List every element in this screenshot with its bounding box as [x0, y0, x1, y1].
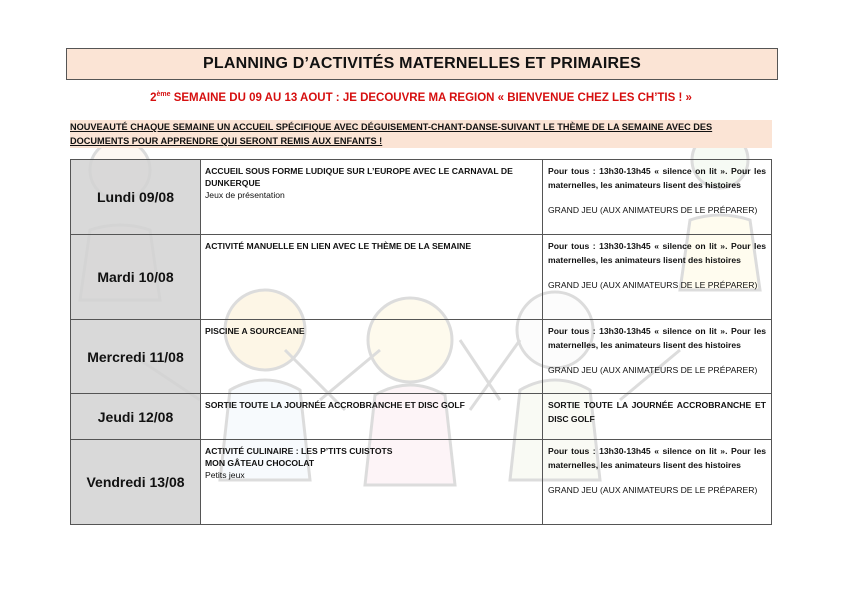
morning-activity-cell — [201, 394, 543, 440]
afternoon-game-text: GRAND JEU (AUX ANIMATEURS DE LE PRÉPARER) — [548, 280, 758, 290]
activity-detail: Petits jeux — [205, 470, 245, 480]
planning-table — [70, 159, 772, 525]
afternoon-activity-cell — [543, 320, 772, 394]
table-row — [71, 440, 772, 525]
week-subtitle — [66, 91, 776, 104]
table-row — [71, 235, 772, 320]
afternoon-reading-text: Pour tous : 13h30-13h45 « silence on lit ». Pour les maternelles, les animateurs lisent des histoires — [548, 166, 766, 190]
table-row — [71, 160, 772, 235]
activity-title: ACTIVITÉ CULINAIRE : LES P’TITS CUISTOTS — [205, 446, 393, 456]
day-cell: Vendredi 13/08 — [71, 440, 201, 525]
afternoon-outing-text: SORTIE TOUTE LA JOURNÉE ACCROBRANCHE ET DISC GOLF — [548, 400, 766, 424]
afternoon-activity-cell — [543, 160, 772, 235]
day-cell: Lundi 09/08 — [71, 160, 201, 235]
activity-title: PISCINE A SOURCEANE — [205, 326, 305, 336]
day-cell: Mercredi 11/08 — [71, 320, 201, 394]
activity-title: ACCUEIL SOUS FORME LUDIQUE SUR L’EUROPE AVEC LE CARNAVAL DE DUNKERQUE — [205, 166, 513, 188]
morning-activity-cell — [201, 440, 543, 525]
afternoon-game-text: GRAND JEU (AUX ANIMATEURS DE LE PRÉPARER) — [548, 485, 758, 495]
afternoon-game-text: GRAND JEU (AUX ANIMATEURS DE LE PRÉPARER) — [548, 205, 758, 215]
morning-activity-cell — [201, 160, 543, 235]
subtitle-week-number: 2 — [150, 91, 157, 104]
afternoon-reading-text: Pour tous : 13h30-13h45 « silence on lit ». Pour les maternelles, les animateurs lisent des histoires — [548, 241, 766, 265]
weekly-notice: NOUVEAUTÉ CHAQUE SEMAINE UN ACCUEIL SPÉCIFIQUE AVEC DÉGUISEMENT-CHANT-DANSE-SUIVANT LE THÈME DE LA SEMAINE AVEC DES DOCUMENTS POUR APPRENDRE QUI SERONT REMIS AUX ENFANTS ! — [70, 120, 772, 148]
subtitle-text: SEMAINE DU 09 AU 13 AOUT : JE DECOUVRE MA REGION « BIENVENUE CHEZ LES CH’TIS ! » — [170, 91, 692, 104]
page-title: PLANNING D’ACTIVITÉS MATERNELLES ET PRIMAIRES — [66, 48, 778, 80]
day-cell: Mardi 10/08 — [71, 235, 201, 320]
afternoon-activity-cell — [543, 440, 772, 525]
table-row — [71, 320, 772, 394]
table-row — [71, 394, 772, 440]
afternoon-activity-cell — [543, 235, 772, 320]
morning-activity-cell — [201, 235, 543, 320]
morning-activity-cell — [201, 320, 543, 394]
activity-title: SORTIE TOUTE LA JOURNÉE ACCROBRANCHE ET DISC GOLF — [205, 400, 465, 410]
subtitle-superscript: ème — [156, 91, 171, 98]
day-cell: Jeudi 12/08 — [71, 394, 201, 440]
afternoon-reading-text: Pour tous : 13h30-13h45 « silence on lit ». Pour les maternelles, les animateurs lisent des histoires — [548, 446, 766, 470]
afternoon-game-text: GRAND JEU (AUX ANIMATEURS DE LE PRÉPARER) — [548, 365, 758, 375]
afternoon-reading-text: Pour tous : 13h30-13h45 « silence on lit ». Pour les maternelles, les animateurs lisent des histoires — [548, 326, 766, 350]
activity-subtitle: MON GÂTEAU CHOCOLAT — [205, 458, 315, 468]
activity-detail: Jeux de présentation — [205, 190, 285, 200]
activity-title: ACTIVITÉ MANUELLE EN LIEN AVEC LE THÈME DE LA SEMAINE — [205, 241, 472, 251]
afternoon-activity-cell — [543, 394, 772, 440]
